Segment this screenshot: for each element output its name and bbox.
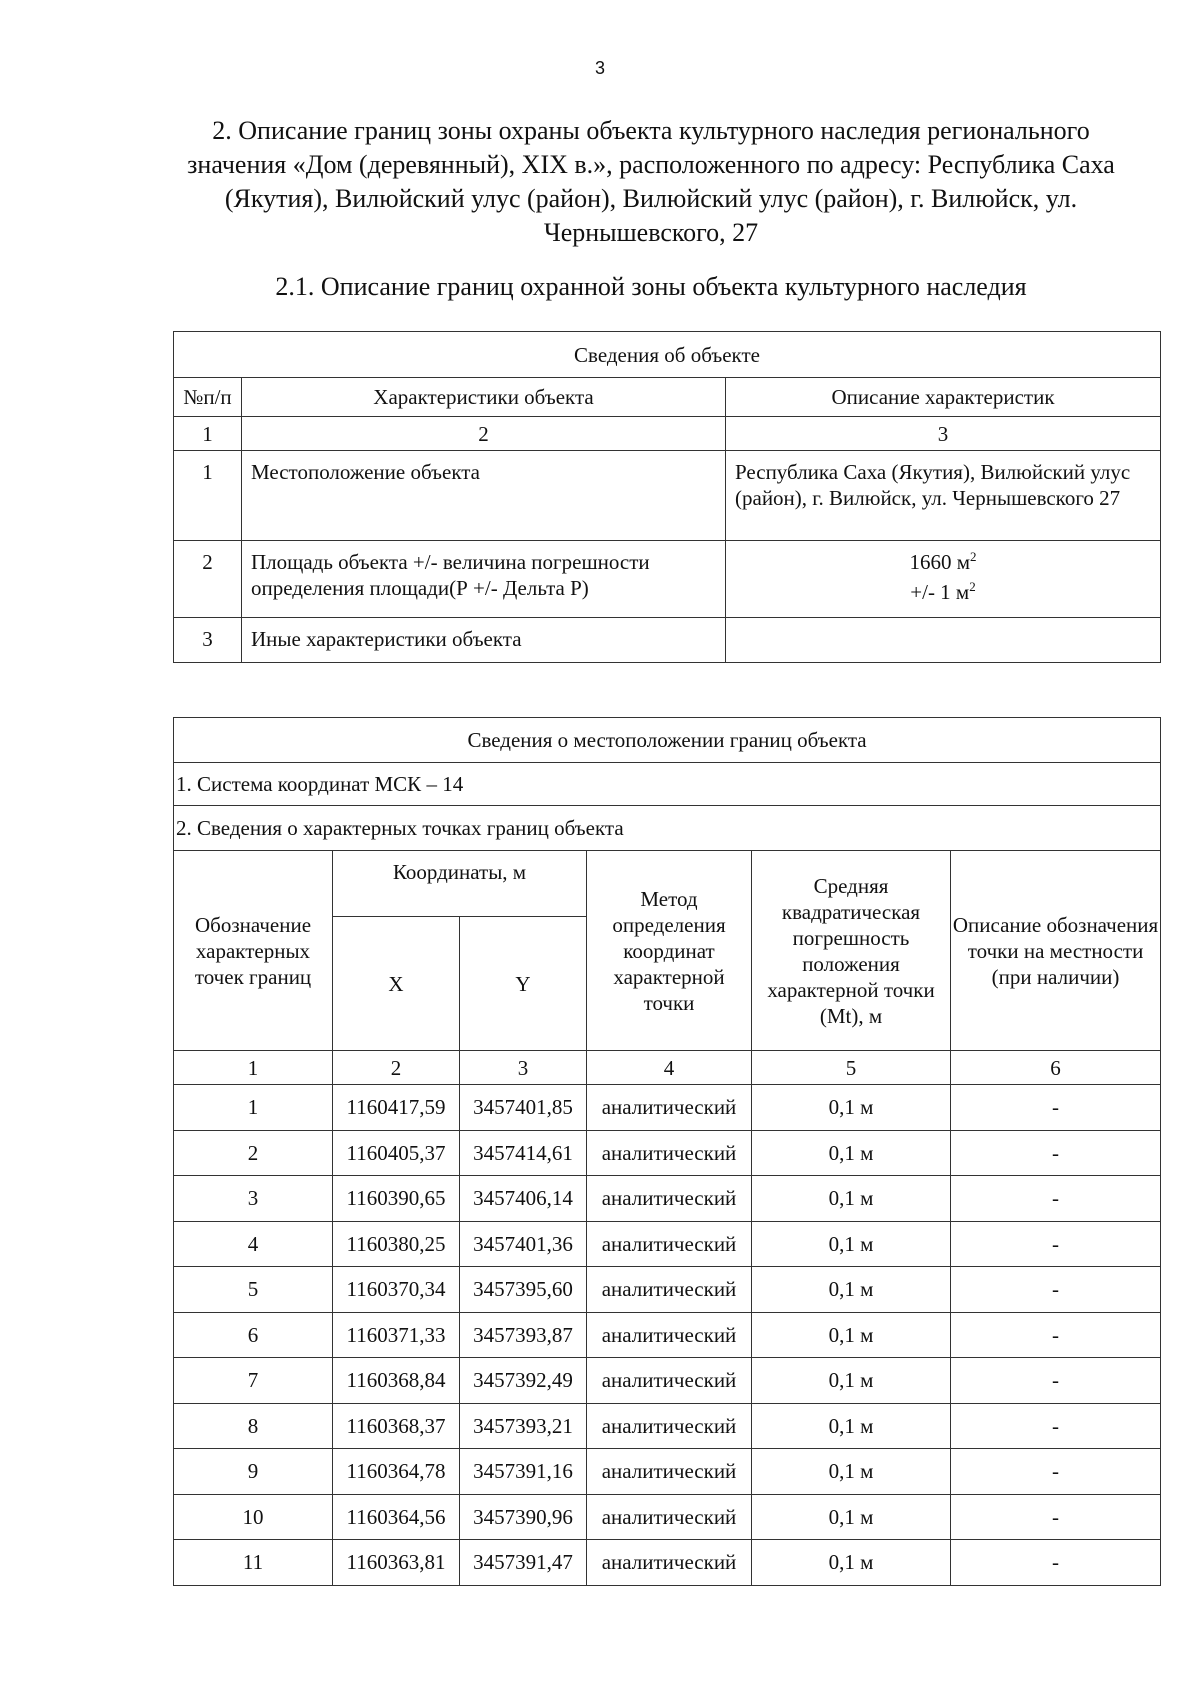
point-designation: 7: [174, 1358, 333, 1404]
point-x: 1160380,25: [333, 1221, 460, 1267]
point-y: 3457392,49: [460, 1358, 587, 1404]
point-description: -: [951, 1403, 1161, 1449]
header-coordinates: Координаты, м: [333, 851, 587, 917]
row-value: [726, 618, 1161, 663]
header-error: Средняя квадратическая погрешность положения характерной точки (Mt), м: [752, 851, 951, 1051]
point-x: 1160368,37: [333, 1403, 460, 1449]
point-designation: 2: [174, 1130, 333, 1176]
point-y: 3457393,87: [460, 1312, 587, 1358]
row-number: 2: [174, 541, 242, 618]
point-method: аналитический: [587, 1449, 752, 1495]
row-characteristic: Иные характеристики объекта: [242, 618, 726, 663]
point-error: 0,1 м: [752, 1085, 951, 1131]
section-subheading: 2.1. Описание границ охранной зоны объекта культурного наследия: [275, 272, 1027, 301]
document-heading: 2. Описание границ зоны охраны объекта культурного наследия регионального значения «Дом (деревянный), XIX в.», расположенного по адресу: Республика Саха (Якутия), Вилюйский улус (район), Вилюйский улус (район), г. Вилюйск, ул. Чернышевского, 27: [187, 116, 1115, 247]
point-description: -: [951, 1312, 1161, 1358]
point-error: 0,1 м: [752, 1130, 951, 1176]
index-cell: 3: [726, 417, 1161, 451]
table-row: [174, 541, 1161, 618]
point-designation: 9: [174, 1449, 333, 1495]
index-cell: 2: [242, 417, 726, 451]
header-designation: Обозначение характерных точек границ: [174, 851, 333, 1051]
point-y: 3457390,96: [460, 1494, 587, 1540]
table-row: [174, 1176, 1161, 1222]
point-error: 0,1 м: [752, 1540, 951, 1586]
header-point-description: Описание обозначения точки на местности (при наличии): [951, 851, 1161, 1051]
table-row: [174, 1540, 1161, 1586]
header-method: Метод определения координат характерной точки: [587, 851, 752, 1051]
index-cell: 6: [951, 1051, 1161, 1085]
index-cell: 3: [460, 1051, 587, 1085]
point-description: -: [951, 1267, 1161, 1313]
header-y: Y: [460, 917, 587, 1051]
point-method: аналитический: [587, 1221, 752, 1267]
point-error: 0,1 м: [752, 1494, 951, 1540]
table-row: [174, 1221, 1161, 1267]
point-error: 0,1 м: [752, 1221, 951, 1267]
boundary-location-table: [173, 717, 1161, 1586]
coordinate-system: 1. Система координат МСК – 14: [174, 763, 1161, 806]
point-x: 1160368,84: [333, 1358, 460, 1404]
point-x: 1160370,34: [333, 1267, 460, 1313]
location-table-title: Сведения о местоположении границ объекта: [174, 718, 1161, 763]
table-row: [174, 1312, 1161, 1358]
index-cell: 5: [752, 1051, 951, 1085]
point-description: -: [951, 1494, 1161, 1540]
header-description: Описание характеристик: [726, 378, 1161, 417]
point-x: 1160371,33: [333, 1312, 460, 1358]
point-designation: 11: [174, 1540, 333, 1586]
index-cell: 4: [587, 1051, 752, 1085]
point-method: аналитический: [587, 1358, 752, 1404]
table-row: [174, 1494, 1161, 1540]
point-method: аналитический: [587, 1494, 752, 1540]
point-y: 3457401,85: [460, 1085, 587, 1131]
table-row: [174, 1449, 1161, 1495]
page-number: 3: [594, 58, 605, 78]
points-caption: 2. Сведения о характерных точках границ объекта: [174, 806, 1161, 851]
index-cell: 2: [333, 1051, 460, 1085]
row-characteristic: Местоположение объекта: [242, 451, 726, 541]
point-error: 0,1 м: [752, 1403, 951, 1449]
table-row: [174, 1085, 1161, 1131]
point-method: аналитический: [587, 1176, 752, 1222]
header-characteristic: Характеристики объекта: [242, 378, 726, 417]
object-info-table: [173, 331, 1161, 663]
point-description: -: [951, 1449, 1161, 1495]
row-value: [726, 541, 1161, 618]
table-row: [174, 451, 1161, 541]
point-method: аналитический: [587, 1267, 752, 1313]
point-error: 0,1 м: [752, 1312, 951, 1358]
point-x: 1160405,37: [333, 1130, 460, 1176]
point-y: 3457391,16: [460, 1449, 587, 1495]
point-y: 3457406,14: [460, 1176, 587, 1222]
header-x: X: [333, 917, 460, 1051]
point-x: 1160390,65: [333, 1176, 460, 1222]
point-y: 3457393,21: [460, 1403, 587, 1449]
point-y: 3457401,36: [460, 1221, 587, 1267]
object-table-title: Сведения об объекте: [174, 332, 1161, 378]
point-method: аналитический: [587, 1540, 752, 1586]
point-description: -: [951, 1176, 1161, 1222]
point-error: 0,1 м: [752, 1267, 951, 1313]
point-error: 0,1 м: [752, 1358, 951, 1404]
point-description: -: [951, 1130, 1161, 1176]
point-x: 1160417,59: [333, 1085, 460, 1131]
point-method: аналитический: [587, 1130, 752, 1176]
table-row: [174, 1130, 1161, 1176]
row-number: 3: [174, 618, 242, 663]
table-row: [174, 1403, 1161, 1449]
point-method: аналитический: [587, 1312, 752, 1358]
point-designation: 1: [174, 1085, 333, 1131]
table-row: [174, 618, 1161, 663]
point-designation: 5: [174, 1267, 333, 1313]
header-number: №п/п: [174, 378, 242, 417]
point-designation: 6: [174, 1312, 333, 1358]
point-method: аналитический: [587, 1085, 752, 1131]
point-y: 3457414,61: [460, 1130, 587, 1176]
index-cell: 1: [174, 417, 242, 451]
point-designation: 3: [174, 1176, 333, 1222]
point-y: 3457391,47: [460, 1540, 587, 1586]
point-error: 0,1 м: [752, 1449, 951, 1495]
table-row: [174, 1358, 1161, 1404]
point-designation: 8: [174, 1403, 333, 1449]
point-description: -: [951, 1085, 1161, 1131]
point-x: 1160364,56: [333, 1494, 460, 1540]
point-description: -: [951, 1358, 1161, 1404]
point-method: аналитический: [587, 1403, 752, 1449]
point-error: 0,1 м: [752, 1176, 951, 1222]
point-designation: 10: [174, 1494, 333, 1540]
point-designation: 4: [174, 1221, 333, 1267]
area-tolerance: +/- 1 $м^2$: [910, 579, 976, 604]
row-characteristic: Площадь объекта +/- величина погрешности определения площади(Р +/- Дельта Р): [242, 541, 726, 618]
point-y: 3457395,60: [460, 1267, 587, 1313]
point-x: 1160363,81: [333, 1540, 460, 1586]
row-number: 1: [174, 451, 242, 541]
points-table-body: [174, 1085, 1161, 1586]
point-x: 1160364,78: [333, 1449, 460, 1495]
row-value: Республика Саха (Якутия), Вилюйский улус (район), г. Вилюйск, ул. Чернышевского 27: [726, 451, 1161, 541]
index-cell: 1: [174, 1051, 333, 1085]
table-row: [174, 1267, 1161, 1313]
point-description: -: [951, 1540, 1161, 1586]
area-value: 1660 $м^2$: [909, 549, 977, 574]
point-description: -: [951, 1221, 1161, 1267]
